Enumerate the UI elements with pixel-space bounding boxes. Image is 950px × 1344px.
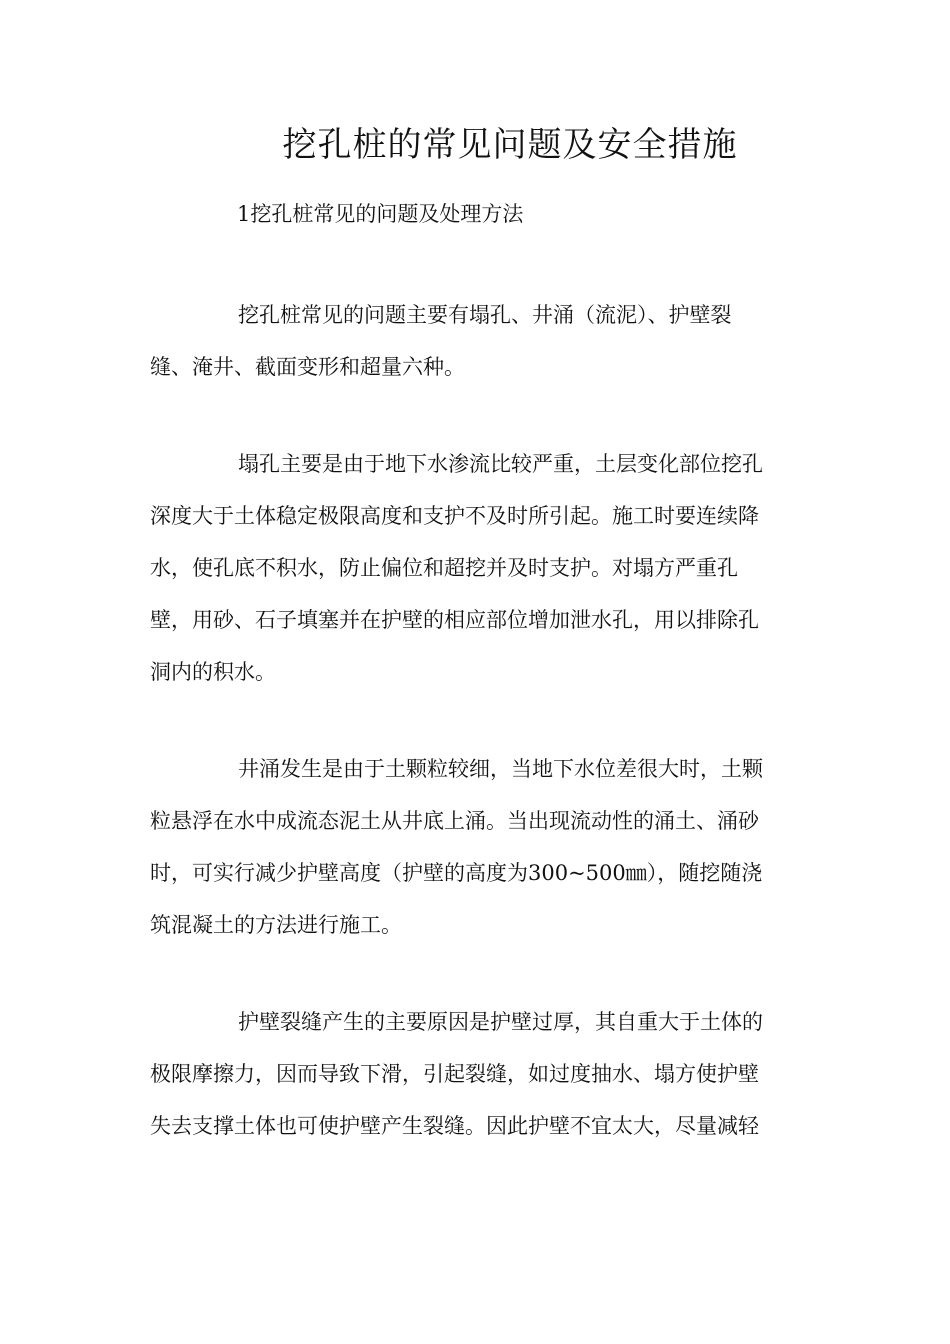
paragraph-line: 壁，用砂、石子填塞并在护壁的相应部位增加泄水孔，用以排除孔 [150, 608, 759, 632]
paragraph-line: 护壁裂缝产生的主要原因是护壁过厚，其自重大于土体的 [238, 1010, 763, 1034]
paragraph [150, 743, 800, 951]
paragraph-line: 时，可实行减少护壁高度（护壁的高度为300~500㎜），随挖随浇 [150, 861, 763, 885]
document-title: 挖孔桩的常见问题及安全措施 [282, 125, 738, 165]
paragraph [150, 438, 800, 698]
paragraph-line: 缝、淹井、截面变形和超量六种。 [150, 355, 465, 379]
paragraph-line: 井涌发生是由于土颗粒较细，当地下水位差很大时，土颗 [238, 757, 763, 781]
paragraph-line: 粒悬浮在水中成流态泥土从井底上涌。当出现流动性的涌土、涌砂 [150, 809, 759, 833]
paragraph-line: 挖孔桩常见的问题主要有塌孔、井涌（流泥）、护壁裂 [238, 303, 732, 327]
paragraph-line: 深度大于土体稳定极限高度和支护不及时所引起。施工时要连续降 [150, 504, 759, 528]
paragraph-line: 极限摩擦力，因而导致下滑，引起裂缝，如过度抽水、塌方使护壁 [150, 1062, 759, 1086]
paragraph-line: 塌孔主要是由于地下水渗流比较严重，土层变化部位挖孔 [238, 452, 763, 476]
paragraph [150, 996, 800, 1152]
paragraph-line: 洞内的积水。 [150, 660, 276, 684]
paragraph-line: 水，使孔底不积水，防止偏位和超挖并及时支护。对塌方严重孔 [150, 556, 738, 580]
section-heading: 1挖孔桩常见的问题及处理方法 [237, 202, 524, 226]
paragraph [150, 289, 800, 393]
paragraph-line: 失去支撑土体也可使护壁产生裂缝。因此护壁不宜太大，尽量减轻 [150, 1114, 759, 1138]
paragraph-line: 筑混凝土的方法进行施工。 [150, 913, 402, 937]
